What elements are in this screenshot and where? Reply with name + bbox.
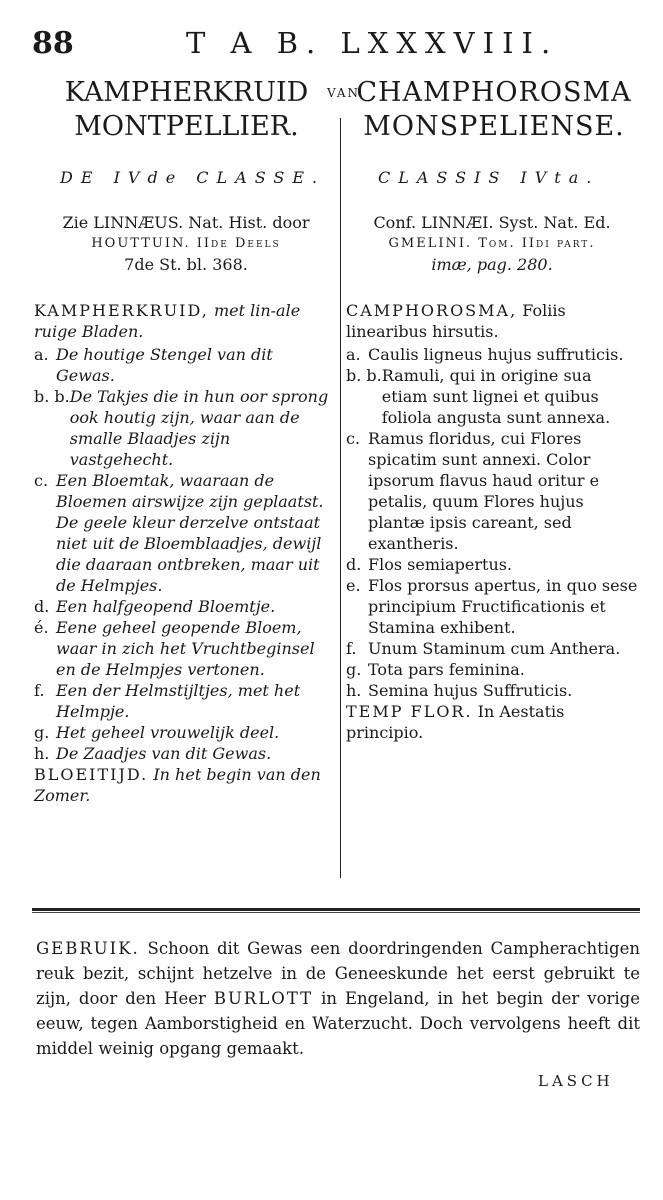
entry-mark: a. [346,345,361,364]
latin-reference [342,212,642,275]
dutch-ref-line-a: Zie LINNÆUS. Nat. Hist. door [62,213,310,232]
entry-text: Een halfgeopend Bloemtje. [56,597,276,616]
section-rule [32,908,640,911]
dutch-title-line2: MONTPELLIER. [74,111,299,142]
entry-text: Semina hujus Suffruticis. [368,681,573,700]
latin-ref-line-a: Conf. LINNÆI. Syst. Nat. Ed. [373,213,611,232]
dutch-flowering-label: BLOEITIJD. [34,765,149,784]
usage-label: GEBRUIK. [36,939,140,958]
latin-title-line1: CHAMPHOROSMA [356,77,632,108]
entry-text: Flos prorsus apertus, in quo sese principium Fructificationis et Stamina exhibent. [368,576,638,637]
dutch-ref-line-b: HOUTTUIN. IIde Deels [91,236,281,251]
section-rule-thin [32,912,640,913]
entry-mark: g. [34,723,50,742]
latin-intro-name: CAMPHOROSMA, [346,301,518,320]
latin-intro-text: Foliis linearibus hirsutis. [346,301,566,341]
entry-text: De Takjes die in hun oor sprong ook houtig zijn, waar aan de smalle Blaadjes zijn vastgehecht. [69,387,329,469]
latin-entry-d [346,554,640,575]
usage-paragraph [36,936,640,1061]
latin-description [346,300,640,743]
entry-mark: d. [346,555,362,574]
dutch-entry-f [34,680,332,722]
latin-flowering-label: TEMP FLOR. [346,702,473,721]
latin-entry-h [346,680,640,701]
dutch-entry-a [34,344,332,386]
entry-text: De houtige Stengel van dit Gewas. [56,345,273,385]
entry-mark: h. [346,681,362,700]
dutch-flowering [34,764,332,806]
latin-entry-e [346,575,640,638]
dutch-entry-h [34,743,332,764]
entry-text: Caulis ligneus hujus suffruticis. [368,345,624,364]
latin-ref-line-b: GMELINI. Tom. IIdi part. [388,236,596,251]
entry-text: De Zaadjes van dit Gewas. [56,744,272,763]
latin-entry-f [346,638,640,659]
latin-entry-g [346,659,640,680]
dutch-ref-line-c: 7de St. bl. 368. [124,255,248,274]
entry-mark: f. [34,681,45,700]
entry-mark: a. [34,345,49,364]
column-divider [340,118,341,878]
dutch-entry-e [34,617,332,680]
dutch-intro-name: KAMPHERKRUID, [34,301,209,320]
entry-text: Tota pars feminina. [368,660,525,679]
usage-text-2: in Engeland, in het begin der vorige eeuw, tegen Aamborstigheid en Waterzucht. Doch vervolgens heeft dit middel weinig opgang gemaakt. [36,989,641,1058]
entry-text: Een Bloemtak, waaraan de Bloemen airswijze zijn geplaatst. De geele kleur derzelve ontstaat niet uit de Bloemblaadjes, dewijl die daaraan ontbreken, maar uit de Helmpjes. [56,471,324,595]
entry-mark: f. [346,639,357,658]
usage-text-1: Schoon dit Gewas een doordringenden Campherachtigen reuk bezit, schijnt hetzelve in de Geneeskunde het eerst gebruikt te zijn, door den Heer [36,939,641,1008]
latin-entry-a [346,344,640,365]
usage-name: BURLOTT [213,989,314,1008]
entry-mark: é. [34,618,49,637]
entry-mark: c. [346,429,361,448]
entry-mark: b. b. [34,387,70,406]
entry-mark: c. [34,471,49,490]
dutch-reference [32,212,340,275]
dutch-class: DE IVde CLASSE. [60,168,326,187]
latin-intro [346,300,640,342]
latin-entry-c [346,428,640,554]
latin-flowering [346,701,640,743]
title-conjunction: VAN [327,86,361,100]
dutch-entry-g [34,722,332,743]
latin-title-line2: MONSPELIENSE. [363,111,625,142]
dutch-entry-b [34,386,332,470]
latin-ref-line-c: imæ, pag. 280. [431,255,553,274]
entry-mark: h. [34,744,50,763]
entry-text: Ramuli, qui in origine sua etiam sunt lignei et quibus foliola angusta sunt annexa. [381,366,611,427]
page-number: 88 [32,26,74,61]
entry-text: Flos semiapertus. [368,555,513,574]
dutch-flowering-text: In het begin van den Zomer. [34,765,321,805]
dutch-title-line1: KAMPHERKRUID [64,77,309,108]
catchword: LASCH [538,1072,614,1090]
dutch-title [34,76,339,144]
latin-title [344,76,644,144]
dutch-intro-text: met lin-ale ruige Bladen. [34,301,301,341]
entry-mark: b. b. [346,366,382,385]
latin-flowering-text: In Aestatis principio. [346,702,565,742]
dutch-entry-d [34,596,332,617]
entry-text: Het geheel vrouwelijk deel. [56,723,280,742]
entry-text: Een der Helmstijltjes, met het Helmpje. [56,681,301,721]
plate-heading: T A B. LXXXVIII. [186,26,559,60]
dutch-description [34,300,332,806]
latin-entry-b [346,365,640,428]
latin-class: CLASSIS IVta. [378,168,600,187]
dutch-intro [34,300,332,342]
dutch-entry-c [34,470,332,596]
entry-mark: g. [346,660,362,679]
entry-mark: e. [346,576,361,595]
entry-text: Ramus floridus, cui Flores spicatim sunt annexi. Color ipsorum flavus haud oritur e petalis, quum Flores hujus plantæ ipsis careant, sed exantheris. [368,429,600,553]
entry-text: Unum Staminum cum Anthera. [368,639,621,658]
entry-text: Eene geheel geopende Bloem, waar in zich het Vruchtbeginsel en de Helmpjes vertonen. [56,618,315,679]
entry-mark: d. [34,597,50,616]
